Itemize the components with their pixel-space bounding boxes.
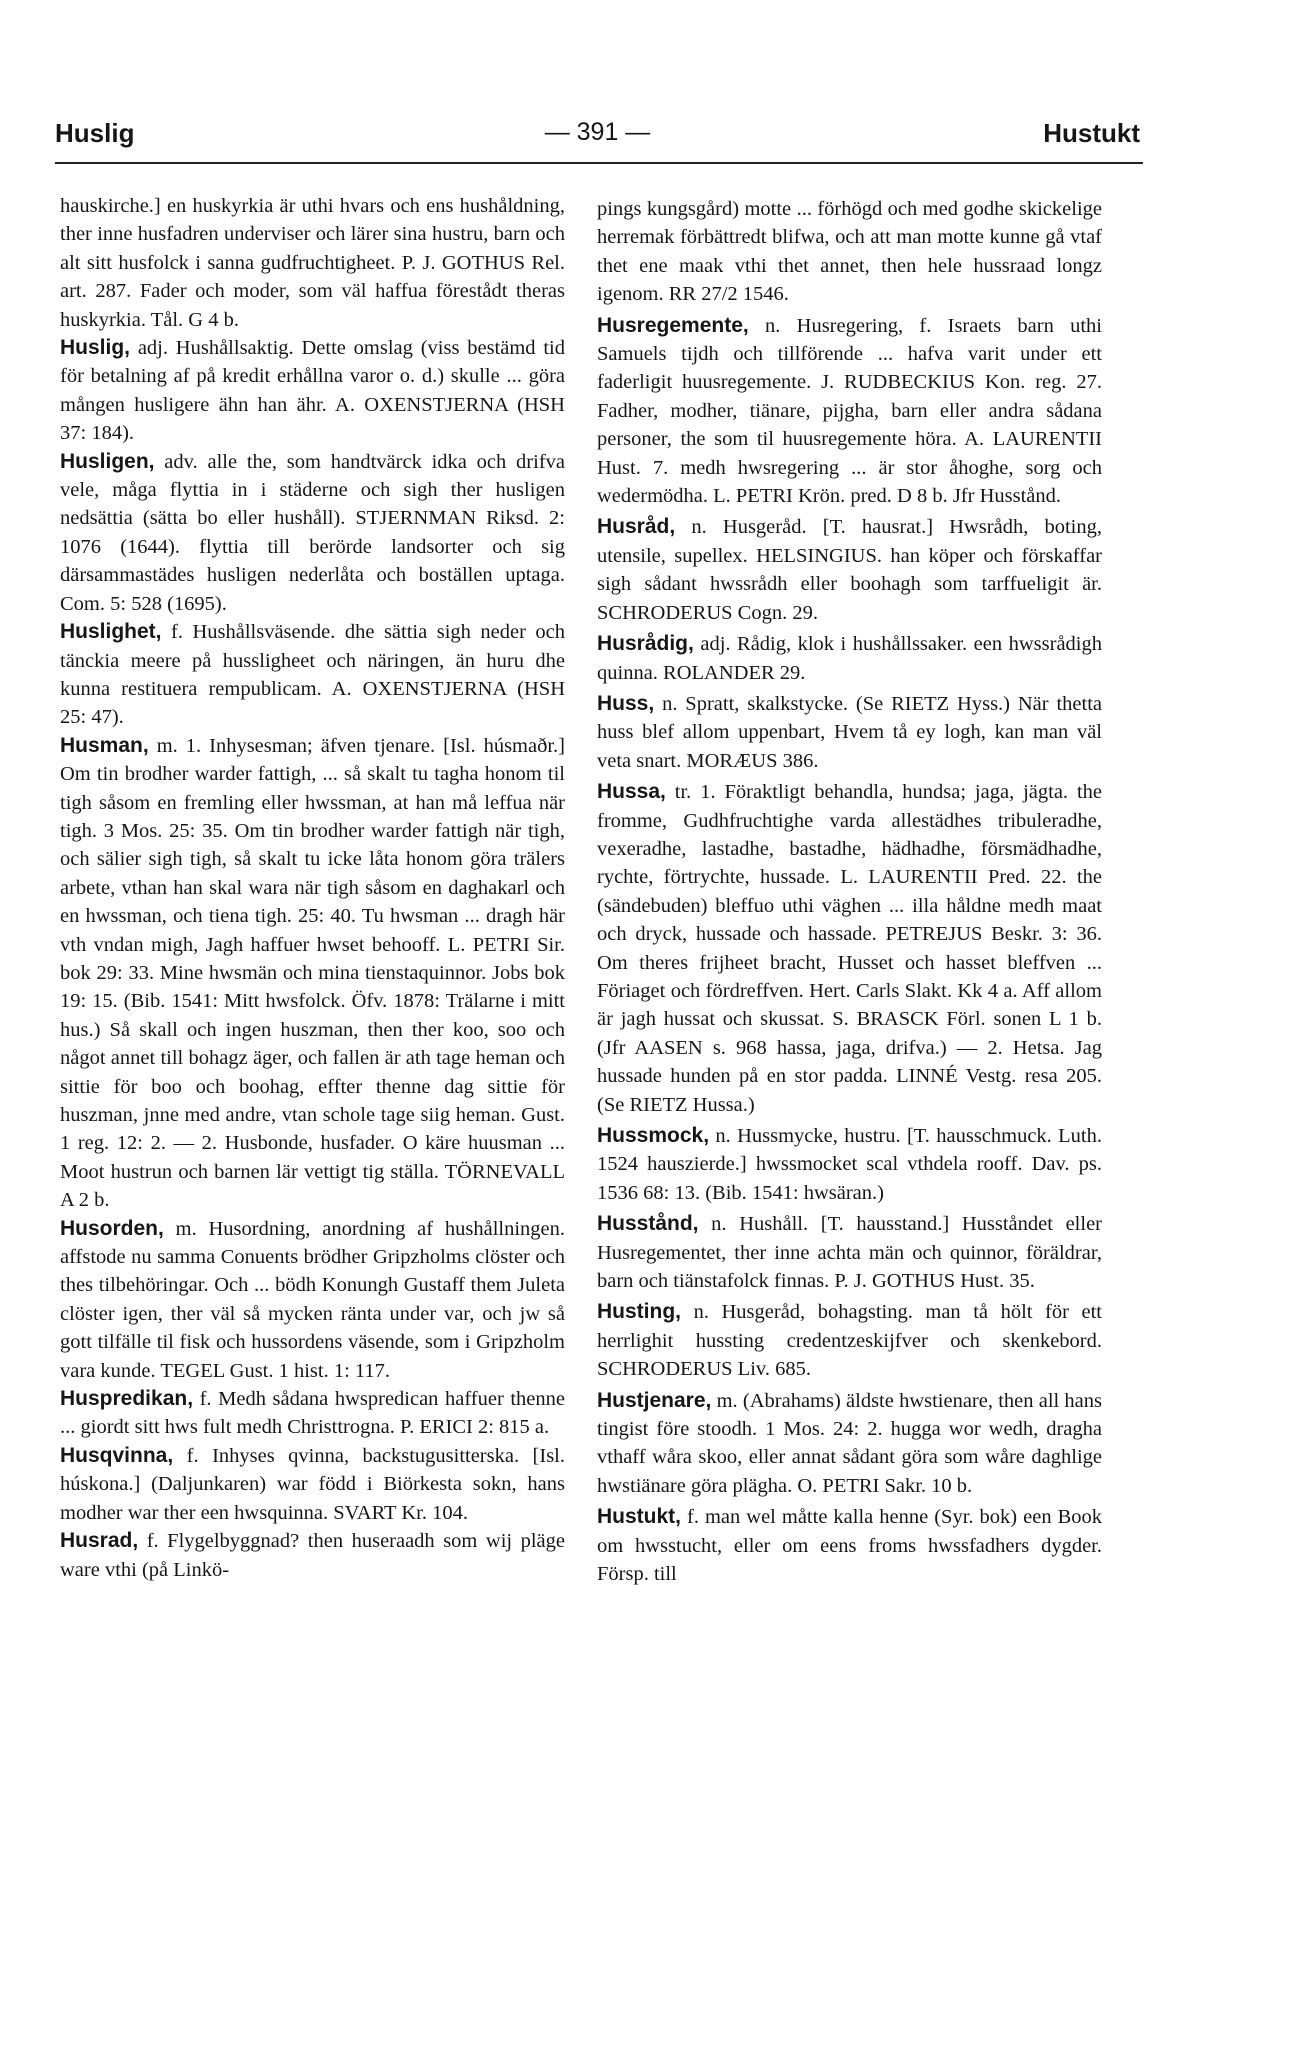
entry-headword: Husorden, [60,1216,164,1240]
entry-text: m. 1. Inhysesman; äfven tjenare. [Isl. húsmaðr.] Om tin brodher warder fattigh, ... så skalt tu tagha honom til tigh såsom en fremling eller hwssman, at han må leffua när tigh. 3 Mos. 25: 35. Om tin brodher warder fattigh när tigh, och sälier sigh tigh, så skalt tu icke låta honom göra trälers arbete, vthan han skal wara när tigh såsom en daghakarl och en hwssman, och tiena tigh. 25: 40. Tu hwsman ... dragh här vth vndan migh, Jagh haffuer hwset behooff. L. PETRI Sir. bok 29: 33. Mine hwsmän och mina tienstaquinnor. Jobs bok 19: 15. (Bib. 1541: Mitt hwsfolck. Öfv. 1878: Trälarne i mitt hus.) Så skall och ingen huszman, then ther koo, soo och något annet till bohagz äger, och fallen är ath tage heman och sittie för boo och boohag, effter thenne dag sittie för huszman, jnne med andre, vtan schole tage siig heman. Gust. 1 reg. 12: 2. — 2. Husbonde, husfader. O käre huusman ... Moot hustrun och barnen lär vettigt tig ställa. TÖRNEVALL A 2 b. [60,734,565,1212]
entry-text: f. Hushållsväsende. dhe sättia sigh neder och tänckia meere på hussligheet och näringen, än huru dhe kunna restituera rempublicam. A. OXENSTJERNA (HSH 25: 47). [60,621,565,729]
entry-text: m. Husordning, anordning af hushållningen. affstode nu samma Conuents brödher Gripzholms clöster och thes tilbehöringar. Och ... bödh Konungh Gustaff them Juleta clöster igen, ther väl så mycken ränta under var, och jw så gott tilfälle til fisk och hussordens väsende, som i Gripzholm vara kunde. TEGEL Gust. 1 hist. 1: 117. [60,1217,565,1382]
entry-text: f. Flygelbyggnad? then huseraadh som wij pläge ware vthi (på Linkö- [60,1530,565,1581]
dictionary-entry [60,1527,565,1584]
page-header [55,118,1140,158]
entry-text: hauskirche.] en huskyrkia är uthi hvars och ens hushåldning, ther inne husfadren underviser och lärer sina hustru, barn och alt sitt husfolck i sanna gudfruchtigheet. P. J. GOTHUS Rel. art. 287. Fader och moder, som väl haffua förestådt theras huskyrkia. Tål. G 4 b. [60,195,565,331]
entry-headword: Hustjenare, [597,1388,712,1412]
entry-text: pings kungsgård) motte ... förhögd och med godhe skickelige herremak förbättredt blifwa, och att man motte kunne gå vtaf thet ene maak vthi thet annet, then hele hussraad longz igenom. RR 27/2 1546. [597,198,1102,306]
header-rule [55,162,1143,164]
entry-text: n. Husgeråd. [T. hausrat.] Hwsrådh, boting, utensile, supellex. HELSINGIUS. han köper och förskaffar sigh sådant hwssrådh eller boohagh som tarffueligit är. SCHRODERUS Cogn. 29. [597,516,1103,624]
dictionary-entry [60,618,565,732]
entry-headword: Huspredikan, [60,1387,194,1411]
dictionary-entry [60,732,565,1215]
entry-headword: Huss, [597,691,655,715]
header-right-guideword: Hustukt [1043,118,1140,148]
entry-headword: Hussmock, [597,1124,710,1147]
entry-text: n. Husgeråd, bohagsting. man tå hölt för ett herrlighit hussting credentzeskijfver och skenkebord. SCHRODERUS Liv. 685. [597,1301,1102,1381]
entry-headword: Husstånd, [597,1212,699,1236]
page-number: — 391 — [544,118,651,146]
dictionary-entry [60,192,565,334]
entry-text: n. Hussmycke, hustru. [T. hausschmuck. Luth. 1524 hauszierde.] hwssmocket scal vthdela rooff. Dav. ps. 1536 68: 13. (Bib. 1541: hwsäran.) [597,1125,1102,1204]
entry-text: n. Husregering, f. Israets barn uthi Samuels tijdh och tillförende ... hafva varit under ett faderligit huusregemente. J. RUDBECKIUS Kon. reg. 27. Fadher, modher, tiänare, pijgha, barn eller andra sådana personer, the som til huusregemente höra. A. LAURENTII Hust. 7. medh hwsregering ... är stor åhoghe, sorg och wedermödha. L. PETRI Krön. pred. D 8 b. Jfr Husstånd. [597,314,1102,508]
dictionary-entry [597,1122,1102,1207]
entry-headword: Huslig, [60,336,131,360]
entry-headword: Huslighet, [60,620,162,644]
entry-text: n. Hushåll. [T. hausstand.] Husståndet eller Husregementet, ther inne achta män och quinnor, föräldrar, barn och tiänstafolck finnas. P. J. GOTHUS Hust. 35. [597,1213,1102,1293]
dictionary-entry [60,448,565,618]
dictionary-entry [597,1387,1102,1501]
entry-text: adj. Rådig, klok i hushållssaker. een hwssrådigh quinna. ROLANDER 29. [597,633,1102,684]
right-column [597,192,1102,1589]
entry-text: n. Spratt, skalkstycke. (Se RIETZ Hyss.) När thetta huss blef allom uppenbart, Hvem tå ey logh, kan man väl veta snart. MORÆUS 386. [597,692,1103,772]
entry-headword: Hussa, [597,780,666,804]
dictionary-entry [597,1210,1102,1295]
left-column [60,192,565,1584]
entry-headword: Husråd, [597,515,676,539]
dictionary-entry [597,312,1102,511]
entry-headword: Husting, [597,1300,681,1324]
entry-text: f. Inhyses qvinna, backstugusitterska. [Isl. húskona.] (Daljunkaren) war född i Biörkesta sokn, hans modher war ther een hwsquinna. SVART Kr. 104. [60,1444,565,1524]
entry-headword: Husrad, [60,1529,139,1553]
dictionary-entry [597,513,1102,627]
entry-text: tr. 1. Föraktligt behandla, hundsa; jaga, jägta. the fromme, Gudhfruchtighe varda allestädhes tribuleradhe, vexeradhe, lastadhe, bastadhe, hädhadhe, försmädhadhe, rychte, förtrychte, hussade. L. LAURENTII Pred. 22. the (sändebuden) bleffuo uthi väghen ... illa håldne medh maat och dryck, hussade och hassade. PETREJUS Beskr. 3: 36. Om theres frijheet bracht, Husset och hasset bleffven ... Föriaget och fördreffven. Hert. Carls Slakt. Kk 4 a. Aff allom är jagh hussat och skussat. S. BRASCK Förl. sonen L 1 b. (Jfr AASEN s. 968 hassa, jaga, drifva.) — 2. Hetsa. Jag hussade hunden på en stor padda. LINNÉ Vestg. resa 205. (Se RIETZ Hussa.) [597,781,1102,1116]
entry-headword: Husqvinna, [60,1443,174,1467]
entry-text: f. Medh sådana hwspredican haffuer thenne ... giordt sitt hws fult medh Christtrogna. P. ERICI 2: 815 a. [60,1388,566,1439]
dictionary-entry [60,1442,565,1527]
entry-headword: Husligen, [60,449,155,473]
header-left-guideword: Huslig [55,118,135,148]
entry-text: adv. alle the, som handtvärck idka och drifva vele, måga flyttia in i städerne och sigh ther husligen nedsättia (sätta bo eller hushåll). STJERNMAN Riksd. 2: 1076 (1644). flyttia till berörde landsorter och sig därsammastädes husligen nederlåta och boställen uptaga. Com. 5: 528 (1695). [60,450,565,615]
dictionary-entry [597,1503,1102,1588]
entry-headword: Husregemente, [597,313,749,337]
dictionary-entry [597,195,1102,309]
entry-text: m. (Abrahams) äldste hwstienare, then all hans tingist före stoodh. 1 Mos. 24: 2. hugga wor wedh, dragha vthaff wåra skoo, eller annat sådant göra som wåre daghlige hwstiänare göra plägha. O. PETRI Sakr. 10 b. [597,1389,1103,1497]
dictionary-entry [60,1385,565,1442]
entry-text: adj. Hushållsaktig. Dette omslag (viss bestämd tid för betalning af på kredit erhållna varor o. d.) skulle ... göra mången husligere ähn han ähr. A. OXENSTJERNA (HSH 37: 184). [60,337,565,445]
dictionary-entry [597,630,1102,687]
dictionary-entry [597,778,1102,1119]
dictionary-entry [597,1298,1102,1383]
entry-headword: Husman, [60,733,149,757]
entry-text: f. man wel måtte kalla henne (Syr. bok) een Book om hwsstucht, eller om eens froms hwssfadhers dygder. Försp. till [597,1506,1102,1586]
entry-headword: Husrådig, [597,632,694,656]
entry-headword: Hustukt, [597,1505,681,1529]
dictionary-entry [60,334,565,448]
dictionary-entry [60,1215,565,1385]
dictionary-entry [597,690,1102,775]
